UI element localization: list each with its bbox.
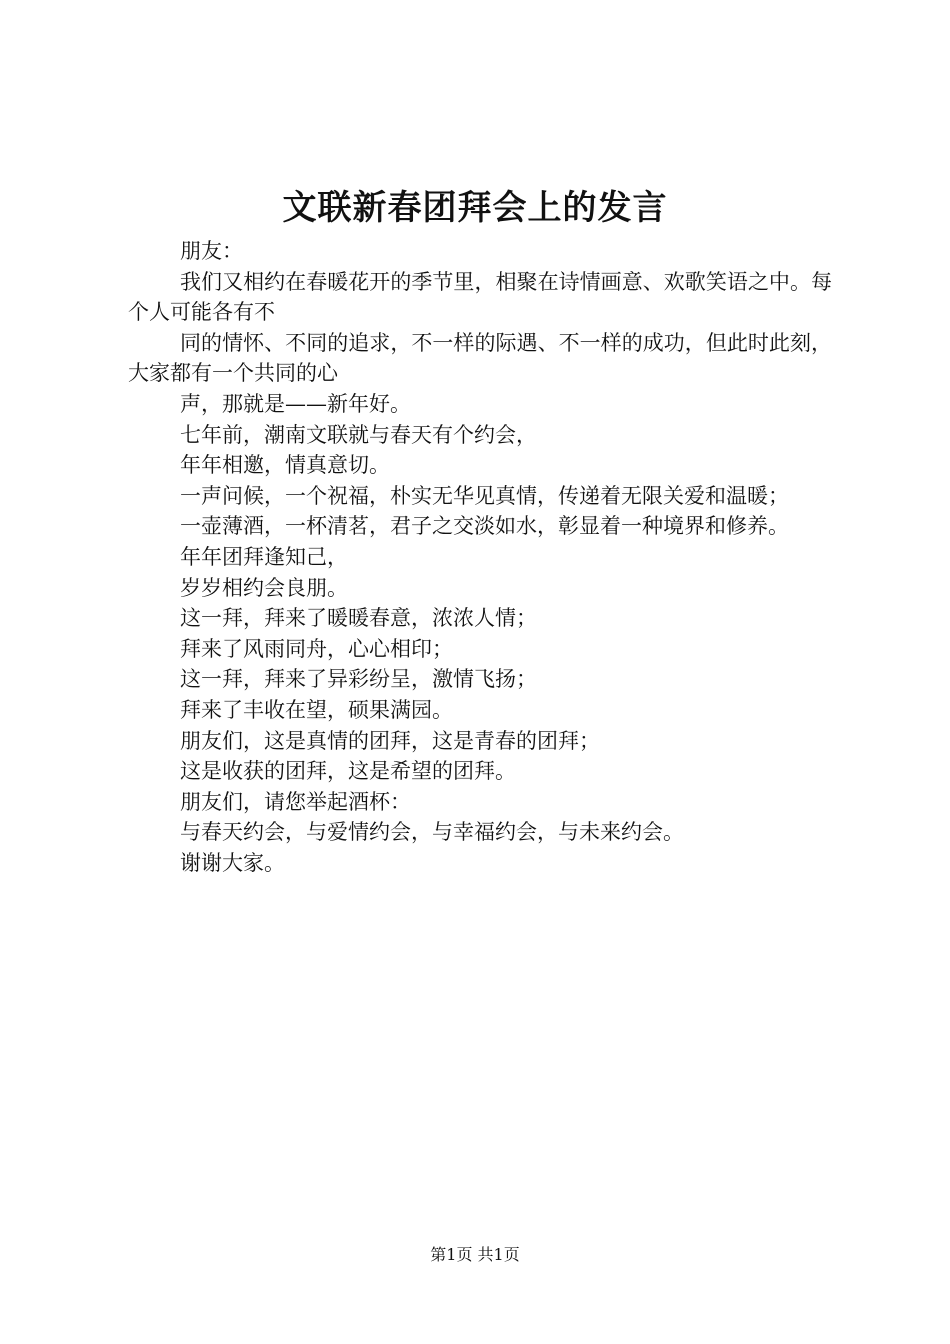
paragraph: 这是收获的团拜，这是希望的团拜。	[180, 759, 516, 784]
document-title: 文联新春团拜会上的发言	[282, 188, 668, 228]
paragraph: 年年相邀，情真意切。	[180, 453, 390, 478]
paragraph: 这一拜，拜来了暖暖春意，浓浓人情；	[180, 606, 537, 631]
paragraph: 朋友：	[180, 239, 243, 263]
paragraph: 朋友们，这是真情的团拜，这是青春的团拜；	[180, 728, 600, 753]
page-number-footer: 第1页 共1页	[430, 1245, 520, 1264]
paragraph: 七年前，潮南文联就与春天有个约会，	[180, 422, 537, 447]
paragraph: 同的情怀、不同的追求，不一样的际遇、不一样的成功，但此时此刻，大家都有一个共同的心	[128, 330, 832, 386]
paragraph: 谢谢大家。	[180, 850, 285, 875]
paragraph: 与春天约会，与爱情约会，与幸福约会，与未来约会。	[180, 820, 684, 845]
paragraph: 一壶薄酒，一杯清茗，君子之交淡如水，彰显着一种境界和修养。	[180, 514, 789, 539]
paragraph: 年年团拜逢知己，	[180, 544, 348, 569]
paragraph: 一声问候，一个祝福，朴实无华见真情，传递着无限关爱和温暖；	[180, 483, 789, 508]
paragraph: 岁岁相约会良朋。	[180, 575, 348, 600]
paragraph: 声，那就是——新年好。	[180, 391, 411, 416]
paragraph: 朋友们，请您举起酒杯：	[180, 789, 411, 814]
paragraph: 这一拜，拜来了异彩纷呈，激情飞扬；	[180, 667, 537, 692]
paragraph: 我们又相约在春暖花开的季节里，相聚在诗情画意、欢歌笑语之中。每个人可能各有不	[128, 269, 832, 325]
document-body	[128, 236, 832, 878]
paragraph: 拜来了风雨同舟，心心相印；	[180, 636, 453, 661]
paragraph: 拜来了丰收在望，硕果满园。	[180, 697, 453, 722]
